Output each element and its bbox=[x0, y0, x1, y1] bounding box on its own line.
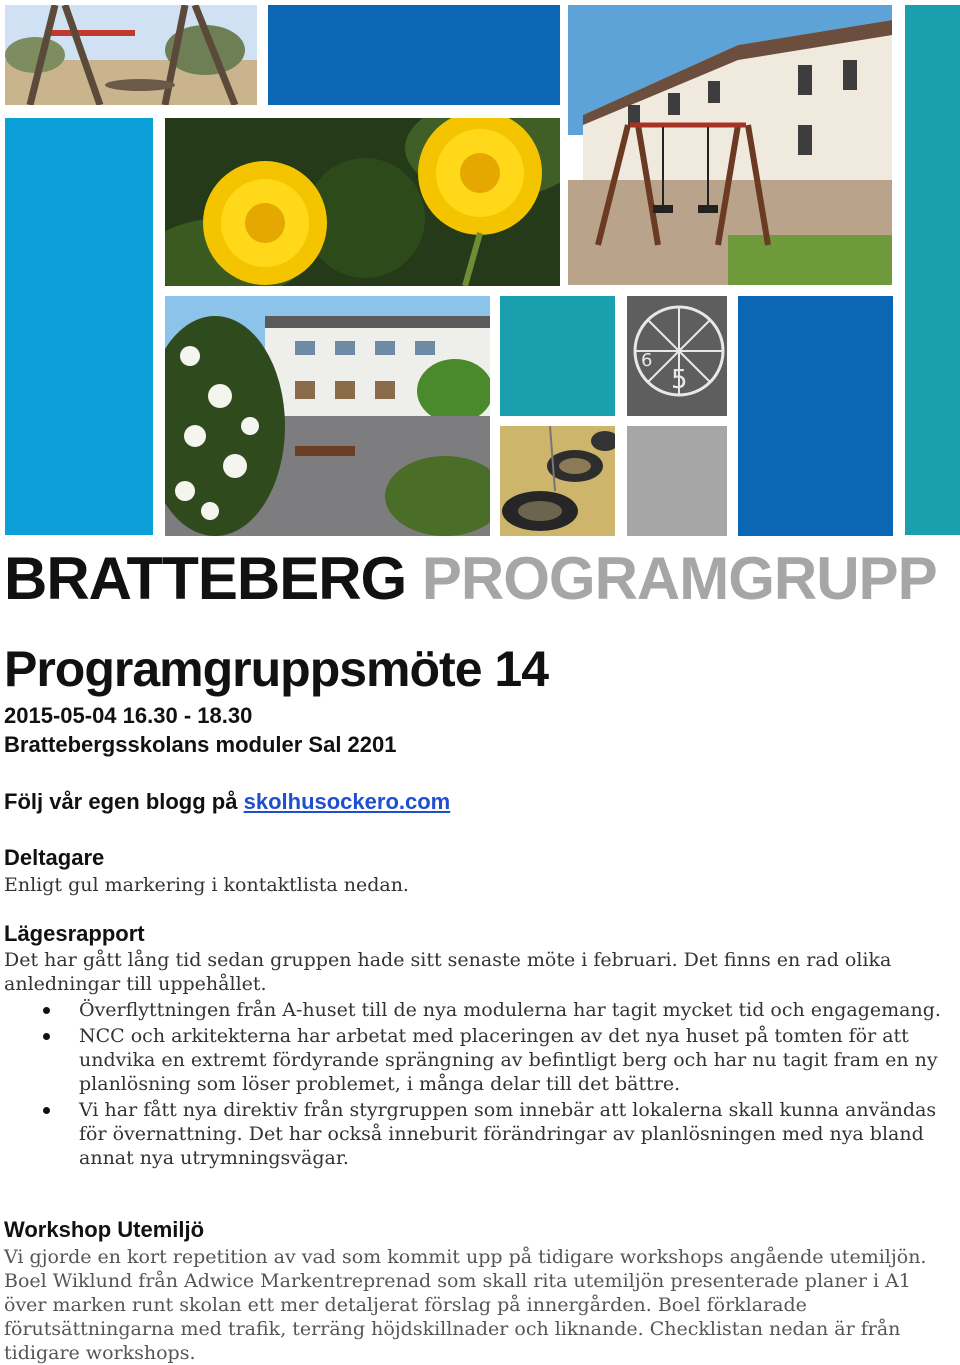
schoolyard-photo bbox=[165, 296, 490, 536]
header-mosaic bbox=[0, 0, 960, 540]
workshop-heading: Workshop Utemiljö bbox=[4, 1217, 205, 1242]
list-item: Vi har fått nya direktiv från styrgruppen som innebär att lokalerna skall kunna användas för övernattning. Det har också inneburit förändringar av planlösningen med nya bland annat nya utrymningsvägar. bbox=[4, 1098, 949, 1170]
workshop-text: Vi gjorde en kort repetition av vad som kommit upp på tidigare workshops angående utemiljön. Boel Wiklund från Adwice Markentreprenad som skall rita utemiljön presenterade planer i A1 över marken runt skolan ett mer detaljerat förslag på innergården. Boel förklarade förutsättningarna med trafik, terräng höjdskillnader och liknande. Checklistan nedan är från tidigare workshops. bbox=[4, 1246, 927, 1364]
grey-tile bbox=[627, 426, 727, 536]
participants-text: Enligt gul markering i kontaktlista nedan. bbox=[4, 874, 409, 896]
teal-tile-right bbox=[905, 5, 960, 535]
teal-tile-middle bbox=[500, 296, 615, 416]
dandelion-photo bbox=[165, 118, 560, 286]
status-heading: Lägesrapport bbox=[4, 921, 145, 946]
svg-text:6: 6 bbox=[641, 350, 653, 371]
status-bullet-list bbox=[4, 998, 949, 1172]
blue-tile bbox=[268, 5, 560, 105]
document-title bbox=[4, 544, 937, 614]
tire-swing-photo bbox=[500, 426, 615, 536]
title-programgrupp: PROGRAMGRUPP bbox=[421, 545, 937, 612]
status-text: Det har gått lång tid sedan gruppen hade sitt senaste möte i februari. Det finns en rad olika anledningar till uppehållet. bbox=[4, 949, 892, 995]
light-blue-tile bbox=[5, 118, 153, 535]
participants-heading: Deltagare bbox=[4, 845, 105, 870]
meeting-datetime: 2015-05-04 16.30 - 18.30 bbox=[4, 703, 253, 728]
blog-link[interactable]: skolhusockero.com bbox=[243, 789, 451, 814]
hopscotch-photo bbox=[627, 296, 727, 416]
blue-tile-small bbox=[738, 296, 893, 536]
meeting-title: Programgruppsmöte 14 bbox=[4, 641, 549, 697]
list-item: NCC och arkitekterna har arbetat med placeringen av det nya huset på tomten för att undvika en extremt fördyrande sprängning av befintligt berg och har nu tagit fram en ny planlösning som löser problemet, i många delar till det bättre. bbox=[4, 1024, 949, 1096]
meeting-location: Brattebergsskolans moduler Sal 2201 bbox=[4, 732, 397, 757]
title-bratteberg: BRATTEBERG bbox=[4, 545, 407, 612]
blog-prefix: Följ vår egen blogg på bbox=[4, 789, 238, 814]
blog-line bbox=[4, 788, 450, 816]
school-building-photo bbox=[568, 5, 892, 285]
playground-photo bbox=[5, 5, 257, 105]
svg-text:5: 5 bbox=[671, 365, 688, 395]
list-item: Överflyttningen från A-huset till de nya modulerna har tagit mycket tid och engagemang. bbox=[4, 998, 949, 1022]
